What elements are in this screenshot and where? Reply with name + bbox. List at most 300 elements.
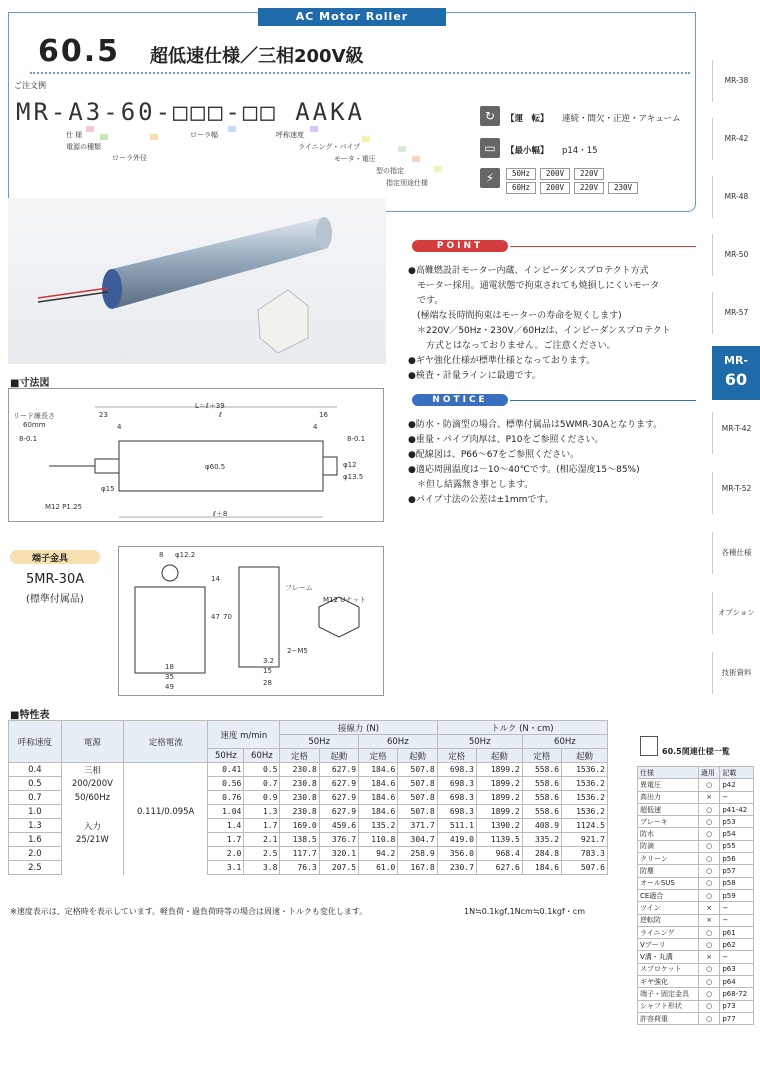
- title-divider: [30, 72, 690, 74]
- related-cell-spec: スプロケット: [638, 963, 699, 975]
- cell-t60r: 335.2: [522, 833, 561, 847]
- related-row: [638, 988, 754, 1000]
- related-specs-body: [638, 779, 754, 1025]
- related-cell-spec: 防滴: [638, 840, 699, 852]
- sidebar-active-bottom: 60: [724, 370, 748, 389]
- document-icon: [640, 736, 658, 756]
- dim-phi13-5: φ13.5: [343, 473, 364, 481]
- row-speed-name: 0.7: [9, 791, 62, 805]
- related-cell-applicable: ○: [698, 1000, 719, 1012]
- cell-f60r: 184.6: [359, 777, 398, 791]
- cell-s60: 2.1: [244, 833, 280, 847]
- point-line-5: ＊220V／50Hz・230V／60Hzは、インピーダンスプロテクト: [408, 326, 671, 336]
- swatch-diameter: [150, 134, 158, 140]
- related-row: [638, 951, 754, 963]
- cell-s50: 0.76: [208, 791, 244, 805]
- related-cell-applicable: ×: [698, 902, 719, 914]
- voltage-60-200: 200V: [540, 182, 570, 194]
- cell-t60s: 1124.5: [562, 819, 608, 833]
- terminal-note: (標準付属品): [26, 594, 84, 605]
- cell-t50s: 1390.2: [476, 819, 522, 833]
- cell-f60r: 110.8: [359, 833, 398, 847]
- cell-s60: 1.3: [244, 805, 280, 819]
- col-torque-50: 50Hz: [437, 735, 522, 749]
- code-note-diameter: ローラ外径: [112, 154, 147, 162]
- related-cell-page: p61: [720, 926, 754, 938]
- voltage-50-220: 220V: [574, 168, 604, 180]
- term-nut-label: M12 Uナット: [323, 596, 367, 604]
- rotation-value: 連続・間欠・正逆・アキューム: [562, 114, 681, 124]
- cell-t60s: 1536.2: [562, 777, 608, 791]
- row-power: 50/60Hz: [61, 791, 123, 805]
- cell-f50s: 320.1: [319, 847, 358, 861]
- cell-f60r: 184.6: [359, 791, 398, 805]
- code-note-width: ローラ幅: [190, 131, 218, 139]
- row-power: 三相: [61, 763, 123, 777]
- related-col-page: 記載: [720, 767, 754, 779]
- cell-t50r: 419.0: [437, 833, 476, 847]
- term-dim-14: 14: [211, 575, 220, 583]
- dim-4-right: 4: [313, 423, 318, 431]
- related-cell-spec: 異電圧: [638, 779, 699, 791]
- col-f60-rated: 定格: [359, 749, 398, 763]
- characteristics-footnote: ※速度表示は、定格時を表示しています。軽負荷・過負荷時等の場合は周速・トルクも変化します。: [10, 907, 368, 916]
- product-photo: [8, 198, 386, 364]
- cell-f60s: 507.8: [398, 777, 437, 791]
- notice-line-5: ＊但し結露無き事とします。: [408, 480, 534, 490]
- cell-f50r: 230.8: [280, 777, 319, 791]
- related-cell-applicable: ○: [698, 828, 719, 840]
- row-speed-name: 1.3: [9, 819, 62, 833]
- related-cell-applicable: ×: [698, 951, 719, 963]
- col-f60-start: 起動: [398, 749, 437, 763]
- table-row: [9, 805, 608, 819]
- cell-f60s: 507.8: [398, 791, 437, 805]
- related-cell-spec: CE適合: [638, 889, 699, 901]
- rotation-icon: ↻: [480, 106, 500, 126]
- row-speed-name: 1.6: [9, 833, 62, 847]
- row-speed-name: 2.5: [9, 861, 62, 875]
- cell-t60s: 783.3: [562, 847, 608, 861]
- code-note-power: 電源の種類: [66, 143, 101, 151]
- related-cell-applicable: ○: [698, 779, 719, 791]
- voltage-50-200: 200V: [540, 168, 570, 180]
- related-cell-spec: 端子・固定金具: [638, 988, 699, 1000]
- related-cell-applicable: ×: [698, 914, 719, 926]
- term-dim-3-2: 3.2: [263, 657, 275, 665]
- cell-f60s: 507.8: [398, 805, 437, 819]
- related-cell-page: p77: [720, 1012, 754, 1024]
- sidebar-item-various-specs[interactable]: 各種仕様: [712, 532, 760, 574]
- related-specs-table: [637, 766, 754, 1025]
- unit-note: 1N≒0.1kgf,1Ncm≒0.1kgf・cm: [464, 907, 585, 916]
- cell-f50s: 627.9: [319, 777, 358, 791]
- related-cell-spec: ツイン: [638, 902, 699, 914]
- col-t60-start: 起動: [562, 749, 608, 763]
- cell-t60s: 1536.2: [562, 763, 608, 777]
- point-pill: POINT: [412, 240, 508, 252]
- row-power: 200/200V: [61, 777, 123, 791]
- term-dim-8: 8: [159, 551, 164, 559]
- related-row: [638, 803, 754, 815]
- related-title: 60.5関連仕様一覧: [662, 747, 730, 756]
- term-dim-15: 15: [263, 667, 272, 675]
- voltage-60-230: 230V: [608, 182, 638, 194]
- page-title: 超低速仕様／三相200V級: [150, 46, 364, 67]
- row-rated-current: [124, 833, 208, 847]
- notice-line-6: ●パイプ寸法の公差は±1mmです。: [408, 495, 554, 505]
- related-cell-applicable: ○: [698, 976, 719, 988]
- term-frame-label: フレーム: [285, 584, 313, 592]
- col-t60-rated: 定格: [522, 749, 561, 763]
- related-cell-spec: 防水: [638, 828, 699, 840]
- row-rated-current: [124, 847, 208, 861]
- cell-f50s: 627.9: [319, 763, 358, 777]
- dim-23: 23: [99, 411, 108, 419]
- voltage-freq-60: 60Hz: [506, 182, 536, 194]
- related-cell-page: p73: [720, 1000, 754, 1012]
- point-rule: [510, 246, 696, 247]
- cell-f50s: 459.6: [319, 819, 358, 833]
- term-dim-35: 35: [165, 673, 174, 681]
- term-dim-70: 70: [223, 613, 232, 621]
- cell-s60: 0.9: [244, 791, 280, 805]
- related-cell-page: p62: [720, 939, 754, 951]
- dim-8-right: 8-0.1: [347, 435, 366, 443]
- code-note-lining: ライニング・パイプ: [298, 143, 361, 151]
- row-power: [61, 805, 123, 819]
- cell-t60r: 408.9: [522, 819, 561, 833]
- dimension-section-title: ■寸法図: [10, 378, 50, 389]
- dim-phi12: φ12: [343, 461, 357, 469]
- related-row: [638, 828, 754, 840]
- sidebar-item-options[interactable]: オプション: [712, 592, 760, 634]
- cell-t50s: 968.4: [476, 847, 522, 861]
- cell-t50s: 1899.2: [476, 777, 522, 791]
- width-icon: ▭: [480, 138, 500, 158]
- cell-f60r: 135.2: [359, 819, 398, 833]
- dimension-drawing: [8, 388, 384, 522]
- related-cell-spec: 高出力: [638, 791, 699, 803]
- row-power: [61, 847, 123, 861]
- sidebar-active-top: MR-: [724, 354, 748, 367]
- cell-f60s: 258.9: [398, 847, 437, 861]
- notice-line-4: ●適応周囲温度は－10～40℃です。(相応湿度15～85%): [408, 465, 640, 475]
- cell-t50r: 698.3: [437, 763, 476, 777]
- point-line-1: ●高難燃設計モーター内蔵、インピーダンスプロテクト方式: [408, 266, 649, 276]
- cell-t50r: 698.3: [437, 791, 476, 805]
- sidebar-item-mr-60[interactable]: [712, 346, 760, 400]
- related-cell-page: p55: [720, 840, 754, 852]
- related-cell-page: p53: [720, 816, 754, 828]
- cell-t50r: 698.3: [437, 777, 476, 791]
- related-cell-spec: クリーン: [638, 853, 699, 865]
- cell-f50s: 627.9: [319, 791, 358, 805]
- related-cell-spec: ブレーキ: [638, 816, 699, 828]
- cell-t50s: 1899.2: [476, 805, 522, 819]
- related-cell-spec: ライニング: [638, 926, 699, 938]
- related-row: [638, 926, 754, 938]
- related-row: [638, 939, 754, 951]
- related-cell-page: p41-42: [720, 803, 754, 815]
- cell-s60: 2.5: [244, 847, 280, 861]
- term-dim-28: 28: [263, 679, 272, 687]
- cell-s50: 3.1: [208, 861, 244, 875]
- cell-t50s: 1899.2: [476, 791, 522, 805]
- col-t50-rated: 定格: [437, 749, 476, 763]
- swatch-type: [412, 156, 420, 162]
- cell-t60s: 507.6: [562, 861, 608, 875]
- dim-4-left: 4: [117, 423, 122, 431]
- related-row: [638, 889, 754, 901]
- related-cell-applicable: ○: [698, 1012, 719, 1024]
- col-torque-60: 60Hz: [522, 735, 607, 749]
- related-cell-spec: ギヤ強化: [638, 976, 699, 988]
- point-line-7: ●ギヤ強化仕様が標準仕様となっております。: [408, 356, 596, 366]
- related-cell-spec: Vプーリ: [638, 939, 699, 951]
- cell-t50s: 627.6: [476, 861, 522, 875]
- related-cell-applicable: ○: [698, 926, 719, 938]
- row-rated-current: [124, 791, 208, 805]
- row-speed-name: 0.4: [9, 763, 62, 777]
- swatch-motor: [398, 146, 406, 152]
- cell-s50: 0.56: [208, 777, 244, 791]
- sidebar-item-mr-57[interactable]: MR-57: [712, 292, 760, 334]
- swatch-spec: [86, 126, 94, 132]
- order-example-label: ご注文例: [14, 81, 46, 90]
- cell-f50r: 169.0: [280, 819, 319, 833]
- row-speed-name: 2.0: [9, 847, 62, 861]
- point-line-4: (極端な長時間拘束はモーターの寿命を短くします): [408, 311, 622, 321]
- cell-f50r: 76.3: [280, 861, 319, 875]
- related-cell-spec: V溝・丸溝: [638, 951, 699, 963]
- cell-t50r: 698.3: [437, 805, 476, 819]
- related-cell-page: p59: [720, 889, 754, 901]
- related-cell-applicable: ○: [698, 939, 719, 951]
- col-f50-rated: 定格: [280, 749, 319, 763]
- code-note-speed: 呼称速度: [276, 131, 304, 139]
- sidebar-item-mr-t-52[interactable]: MR-T-52: [712, 472, 760, 514]
- voltage-60-220: 220V: [574, 182, 604, 194]
- swatch-special: [434, 166, 442, 172]
- related-cell-applicable: ○: [698, 840, 719, 852]
- related-cell-spec: シャフト形状: [638, 1000, 699, 1012]
- related-row: [638, 853, 754, 865]
- row-power: 入力: [61, 819, 123, 833]
- page-title-number: 60.5: [38, 34, 121, 69]
- related-cell-applicable: ○: [698, 803, 719, 815]
- code-note-special: 指定別途仕様: [386, 179, 428, 187]
- voltage-freq-50: 50Hz: [506, 168, 536, 180]
- cell-t60r: 558.6: [522, 791, 561, 805]
- related-row: [638, 976, 754, 988]
- col-power: 電源: [61, 721, 123, 763]
- sidebar-item-technical-docs[interactable]: 技術資料: [712, 652, 760, 694]
- notice-line-2: ●重量・パイプ肉厚は、P10をご参照ください。: [408, 435, 604, 445]
- cell-t60s: 1536.2: [562, 805, 608, 819]
- cell-t50s: 1899.2: [476, 763, 522, 777]
- cell-t60r: 558.6: [522, 805, 561, 819]
- col-speed-60: 60Hz: [244, 749, 280, 763]
- cell-f60s: 371.7: [398, 819, 437, 833]
- cell-s50: 1.4: [208, 819, 244, 833]
- related-cell-spec: 防塵: [638, 865, 699, 877]
- related-cell-spec: 超低速: [638, 803, 699, 815]
- table-row: [9, 777, 608, 791]
- model-code: MR-A3-60-□□□-□□ AAKA: [16, 98, 365, 126]
- dim-16: 16: [319, 411, 328, 419]
- swatch-speed: [310, 126, 318, 132]
- col-t50-start: 起動: [476, 749, 522, 763]
- cell-t60s: 1536.2: [562, 791, 608, 805]
- characteristics-body: [9, 763, 608, 875]
- table-row: [9, 847, 608, 861]
- terminal-drawing: [118, 546, 384, 696]
- dim-lead-length: リード線長さ: [13, 412, 55, 420]
- terminal-section-title: 端子金具: [32, 554, 69, 564]
- related-row: [638, 865, 754, 877]
- cell-t60r: 558.6: [522, 777, 561, 791]
- cell-f50r: 138.5: [280, 833, 319, 847]
- notice-rule: [510, 400, 696, 401]
- cell-f60s: 167.8: [398, 861, 437, 875]
- characteristics-table: [8, 720, 608, 875]
- cell-f60s: 304.7: [398, 833, 437, 847]
- dim-l-plus-8: ℓ＋8: [213, 510, 228, 518]
- dim-lead-60mm: 60mm: [23, 421, 46, 429]
- related-row: [638, 1012, 754, 1024]
- row-rated-current: [124, 861, 208, 875]
- col-force: 接線力 (N): [280, 721, 437, 735]
- row-rated-current: 0.111/0.095A: [124, 805, 208, 819]
- swatch-lining: [362, 136, 370, 142]
- table-row: [9, 819, 608, 833]
- col-force-50: 50Hz: [280, 735, 359, 749]
- sidebar-item-mr-50[interactable]: MR-50: [712, 234, 760, 276]
- related-cell-page: −: [720, 791, 754, 803]
- sidebar-item-mr-42[interactable]: MR-42: [712, 118, 760, 160]
- cell-s50: 2.0: [208, 847, 244, 861]
- cell-s50: 0.41: [208, 763, 244, 777]
- col-speed: 速度 m/min: [208, 721, 280, 749]
- term-dim-47: 47: [211, 613, 220, 621]
- related-cell-page: p63: [720, 963, 754, 975]
- dim-phi15: φ15: [101, 485, 115, 493]
- cell-s60: 0.5: [244, 763, 280, 777]
- col-f50-start: 起動: [319, 749, 358, 763]
- cell-t50r: 356.0: [437, 847, 476, 861]
- cell-f50r: 117.7: [280, 847, 319, 861]
- dim-diameter: φ60.5: [205, 463, 226, 471]
- cell-s60: 3.8: [244, 861, 280, 875]
- cell-t50r: 230.7: [437, 861, 476, 875]
- row-speed-name: 0.5: [9, 777, 62, 791]
- related-cell-spec: オールSUS: [638, 877, 699, 889]
- related-cell-page: p58: [720, 877, 754, 889]
- related-cell-page: p68-72: [720, 988, 754, 1000]
- related-cell-page: p42: [720, 779, 754, 791]
- code-note-motor: モータ・電圧: [334, 155, 376, 163]
- cell-s50: 1.04: [208, 805, 244, 819]
- table-row: [9, 833, 608, 847]
- related-cell-page: p57: [720, 865, 754, 877]
- related-cell-page: −: [720, 951, 754, 963]
- related-cell-page: p56: [720, 853, 754, 865]
- dim-thread: M12 P1.25: [45, 503, 82, 511]
- related-cell-applicable: ○: [698, 877, 719, 889]
- related-row: [638, 816, 754, 828]
- notice-line-3: ●配線図は、P66～67をご参照ください。: [408, 450, 580, 460]
- term-dim-phi12-2: φ12.2: [175, 551, 196, 559]
- cell-t60r: 284.8: [522, 847, 561, 861]
- cell-t60s: 921.7: [562, 833, 608, 847]
- related-row: [638, 1000, 754, 1012]
- cell-t50r: 511.1: [437, 819, 476, 833]
- cell-f60r: 184.6: [359, 805, 398, 819]
- related-cell-applicable: ○: [698, 963, 719, 975]
- cell-f60s: 507.8: [398, 763, 437, 777]
- cell-f60r: 61.0: [359, 861, 398, 875]
- col-rated-current: 定格電流: [124, 721, 208, 763]
- cell-s50: 1.7: [208, 833, 244, 847]
- cell-f50s: 376.7: [319, 833, 358, 847]
- related-row: [638, 914, 754, 926]
- related-cell-applicable: ○: [698, 853, 719, 865]
- notice-line-1: ●防水・防滴型の場合、標準付属品は5WMR-30Aとなります。: [408, 420, 663, 430]
- cell-f60r: 94.2: [359, 847, 398, 861]
- min-width-value: p14・15: [562, 146, 598, 156]
- related-cell-applicable: ×: [698, 791, 719, 803]
- row-power: [61, 861, 123, 875]
- row-rated-current: [124, 819, 208, 833]
- point-line-8: ●検査・計量ラインに最適です。: [408, 371, 541, 381]
- col-speed-50: 50Hz: [208, 749, 244, 763]
- col-force-60: 60Hz: [359, 735, 438, 749]
- point-line-6: 方式とはなっておりません。ご注意ください。: [408, 341, 616, 351]
- cell-s60: 1.7: [244, 819, 280, 833]
- related-cell-applicable: ○: [698, 988, 719, 1000]
- sidebar-item-mr-t-42[interactable]: MR-T-42: [712, 412, 760, 454]
- point-line-3: です。: [408, 296, 444, 306]
- table-row: [9, 861, 608, 875]
- related-col-spec: 仕様: [638, 767, 699, 779]
- cell-f50r: 230.8: [280, 763, 319, 777]
- related-row: [638, 791, 754, 803]
- swatch-power: [100, 134, 108, 140]
- dim-8-left: 8-0.1: [19, 435, 38, 443]
- power-icon: ⚡: [480, 168, 500, 188]
- row-rated-current: [124, 763, 208, 777]
- related-row: [638, 963, 754, 975]
- sidebar-item-mr-48[interactable]: MR-48: [712, 176, 760, 218]
- category-banner: AC Motor Roller: [258, 8, 446, 26]
- cell-t50s: 1139.5: [476, 833, 522, 847]
- related-cell-applicable: ○: [698, 865, 719, 877]
- related-row: [638, 877, 754, 889]
- col-torque: トルク (N・cm): [437, 721, 607, 735]
- related-cell-applicable: ○: [698, 816, 719, 828]
- row-power: 25/21W: [61, 833, 123, 847]
- related-cell-page: −: [720, 914, 754, 926]
- related-cell-page: −: [720, 902, 754, 914]
- code-note-spec: 仕 様: [66, 131, 83, 139]
- cell-f50s: 207.5: [319, 861, 358, 875]
- term-dim-49: 49: [165, 683, 174, 691]
- sidebar-item-mr-38[interactable]: MR-38: [712, 60, 760, 102]
- cell-s60: 0.7: [244, 777, 280, 791]
- related-cell-applicable: ○: [698, 889, 719, 901]
- related-cell-spec: 逆転防: [638, 914, 699, 926]
